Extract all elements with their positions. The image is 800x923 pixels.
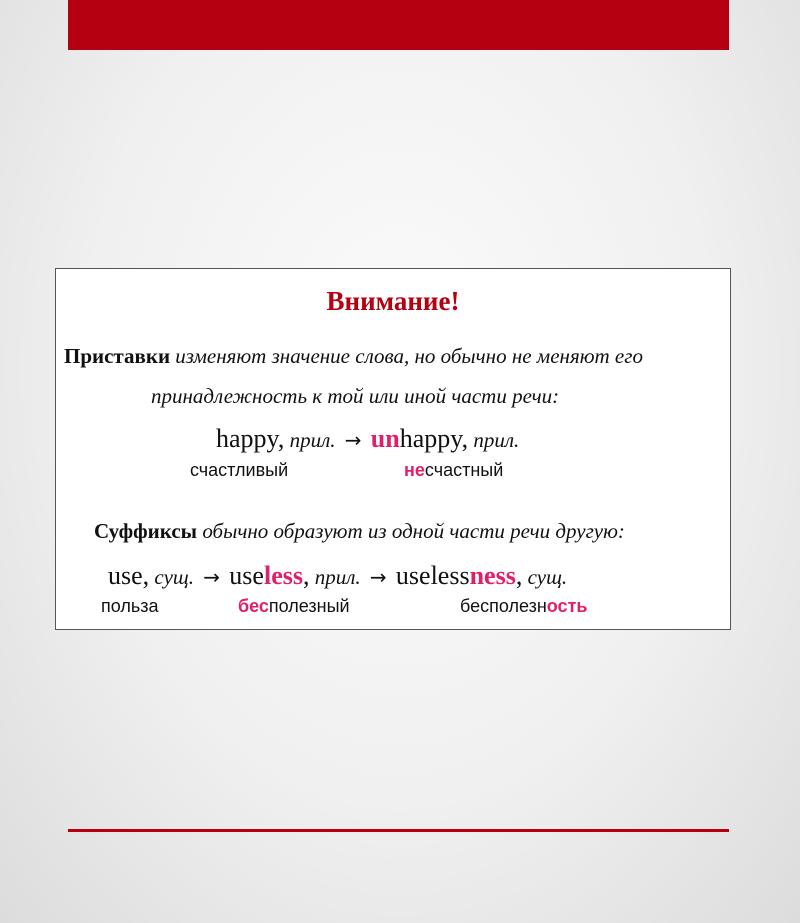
suffix-rule-text: обычно образуют из одной части речи другую:: [202, 519, 625, 543]
bottom-accent-rule: [68, 829, 729, 832]
gloss-unhappy-rest: счастный: [424, 460, 504, 480]
pos-label: прил.: [473, 428, 520, 452]
gloss-happy: счастливый: [190, 460, 289, 480]
top-accent-bar: [68, 0, 729, 50]
prefix-rule-line-2: принадлежность к той или иной части речи:: [151, 384, 560, 408]
arrow-icon: →: [369, 565, 387, 589]
pos-label: сущ.: [527, 565, 568, 589]
arrow-icon: →: [203, 565, 221, 589]
gloss-uselessness-stem: бесполезн: [460, 596, 547, 616]
arrow-icon: →: [344, 428, 362, 452]
word-unhappy-rest: happy,: [399, 424, 469, 453]
prefix-term: Приставки: [64, 344, 171, 368]
gloss-useless: [238, 596, 350, 617]
gloss-useless-rest: полезный: [268, 596, 350, 616]
word-use: use,: [108, 561, 150, 590]
suffix-example-line: [108, 561, 567, 591]
grammar-note-card: [55, 268, 731, 630]
prefix-example-line: [216, 424, 519, 454]
pos-label: прил.: [289, 428, 336, 452]
word-happy: happy,: [216, 424, 285, 453]
prefix-un: un: [370, 424, 400, 453]
gloss-prefix-ne: не: [404, 460, 425, 480]
suffix-less: less: [263, 561, 303, 590]
suffix-rule-line: [94, 519, 625, 544]
prefix-rule-line-1: [64, 344, 643, 369]
comma: ,: [302, 561, 310, 590]
pos-label: прил.: [314, 565, 361, 589]
suffix-ness: ness: [469, 561, 516, 590]
gloss-unhappy: [404, 460, 503, 481]
pos-label: сущ.: [154, 565, 195, 589]
suffix-term: Суффиксы: [94, 519, 198, 543]
comma: ,: [515, 561, 523, 590]
gloss-suffix-ost: ость: [546, 596, 588, 616]
word-useless-stem: use: [229, 561, 264, 590]
gloss-use: польза: [101, 596, 159, 616]
gloss-uselessness: [460, 596, 587, 617]
word-uselessness-stem: useless: [395, 561, 470, 590]
card-title: Внимание!: [326, 286, 460, 316]
gloss-prefix-bes: бес: [238, 596, 269, 616]
prefix-rule-text-1: изменяют значение слова, но обычно не меняют его: [175, 344, 643, 368]
